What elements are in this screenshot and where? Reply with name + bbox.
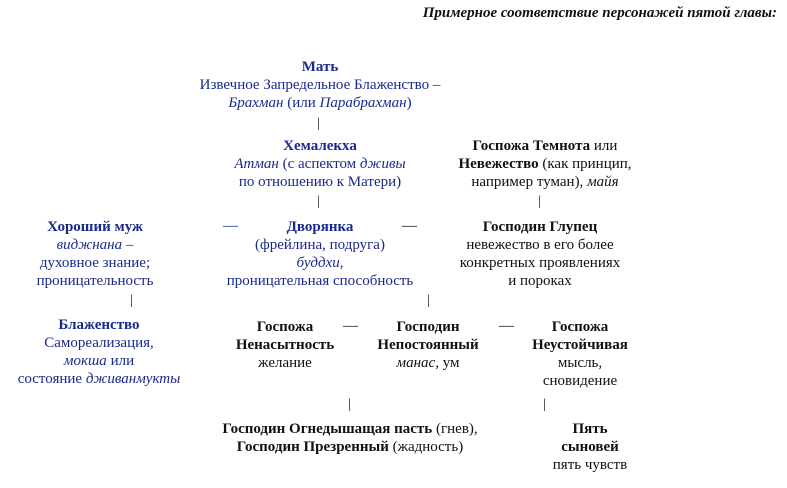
fool-name: Господин Глупец xyxy=(482,219,598,235)
node-five-sons xyxy=(530,420,650,474)
node-fire-despised xyxy=(205,420,495,456)
node-bliss xyxy=(0,316,198,388)
unstable-line2: сновидение xyxy=(542,373,618,389)
connector-noblewoman-mind: | xyxy=(427,293,430,308)
mother-line2: Брахман (или Парабрахман) xyxy=(228,95,412,111)
hemalekha-name: Хемалекха xyxy=(283,138,357,154)
connector-insatiable-fire: | xyxy=(348,397,351,412)
node-hemalekha xyxy=(200,137,440,191)
noblewoman-line1: (фрейлина, подруга) xyxy=(255,237,385,253)
inconstant-line1: манас, ум xyxy=(396,355,460,371)
hemalekha-line2: по отношению к Матери) xyxy=(238,174,402,190)
connector-mother-hemalekha: | xyxy=(317,116,320,131)
insatiable-name2: Ненасытность xyxy=(235,337,335,353)
fire-line1: Господин Огнедышащая пасть (гнев), xyxy=(222,421,478,437)
mother-name: Мать xyxy=(301,59,339,75)
noblewoman-line2: буддхи, xyxy=(296,255,344,271)
inconstant-name2: Непостоянный xyxy=(377,337,479,353)
inconstant-name1: Господин xyxy=(396,319,460,335)
fool-line1: невежество в его более xyxy=(466,237,614,253)
unstable-name2: Неустойчивая xyxy=(532,337,628,353)
dash-insatiable-inconstant: — xyxy=(343,318,358,334)
dash-husband-noblewoman: — xyxy=(223,218,238,234)
good-husband-line1: виджнана – xyxy=(56,237,134,253)
sons-name2: сыновей xyxy=(561,439,619,455)
connector-unstable-sons: | xyxy=(543,397,546,412)
insatiable-line1: желание xyxy=(258,355,312,371)
sons-line1: пять чувств xyxy=(552,457,628,473)
bliss-line2: мокша или xyxy=(63,353,135,369)
bliss-line3: состояние дживанмукты xyxy=(17,371,181,387)
fool-line3: и пороках xyxy=(508,273,572,289)
connector-darkness-fool: | xyxy=(538,194,541,209)
good-husband-line2: духовное знание; xyxy=(39,255,151,271)
noblewoman-line3: проницательная способность xyxy=(226,273,414,289)
darkness-line3: например туман), майя xyxy=(471,174,619,190)
mother-line1: Извечное Запредельное Блаженство – xyxy=(199,77,441,93)
good-husband-line3: проницательность xyxy=(36,273,154,289)
sons-name1: Пять xyxy=(572,421,608,437)
unstable-name1: Госпожа xyxy=(551,319,609,335)
dash-inconstant-unstable: — xyxy=(499,318,514,334)
dash-noblewoman-fool: — xyxy=(402,218,417,234)
connector-hemalekha-noblewoman: | xyxy=(317,194,320,209)
node-good-husband xyxy=(20,218,170,290)
node-mother xyxy=(170,58,470,112)
node-unstable xyxy=(520,318,640,390)
bliss-name: Блаженство xyxy=(58,317,140,333)
node-insatiable xyxy=(225,318,345,372)
page-title: Примерное соответствие персонажей пятой главы: xyxy=(422,5,777,21)
hemalekha-line1: Атман (с аспектом дживы xyxy=(234,156,406,172)
node-inconstant xyxy=(368,318,488,372)
unstable-line1: мысль, xyxy=(557,355,603,371)
node-darkness xyxy=(440,137,650,191)
connector-husband-bliss: | xyxy=(130,293,133,308)
node-fool xyxy=(440,218,640,290)
fire-line2: Господин Презренный (жадность) xyxy=(236,439,464,455)
darkness-line1: Госпожа Темнота или xyxy=(472,138,618,154)
bliss-line1: Самореализация, xyxy=(44,335,154,351)
darkness-line2: Невежество (как принцип, xyxy=(458,156,632,172)
insatiable-name1: Госпожа xyxy=(256,319,314,335)
good-husband-name: Хороший муж xyxy=(47,219,143,235)
noblewoman-name: Дворянка xyxy=(286,219,354,235)
node-noblewoman xyxy=(210,218,430,290)
fool-line2: конкретных проявлениях xyxy=(459,255,621,271)
